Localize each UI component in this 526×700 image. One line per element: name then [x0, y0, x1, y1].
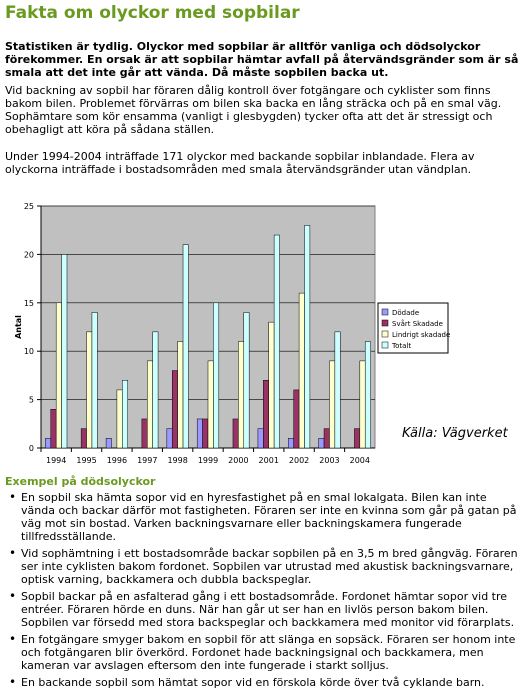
bar: [304, 225, 309, 448]
bar: [56, 303, 61, 448]
legend-swatch: [382, 320, 388, 326]
y-tick-label: 25: [23, 202, 34, 211]
bar: [142, 419, 147, 448]
legend-swatch: [382, 342, 388, 348]
example-item: • Sopbil backar på en asfalterad gång i ett bostadsområde. Fordonet hämtar sopor vid tre entréer. Föraren hörde en duns. När han går ut ser han en livlös person bakom bilen. Sopbilen var försedd med stora backspeglar och backkamera med monitor vid förarplats.: [21, 590, 520, 629]
bar: [294, 390, 299, 448]
x-tick-label: 1995: [76, 456, 97, 465]
bar: [153, 332, 158, 448]
legend-label: Svårt Skadade: [392, 320, 443, 328]
body-paragraph-1: Vid backning av sopbil har föraren dålig kontroll över fotgängare och cyklister som finns bakom bilen. Problemet förvärras om bilen ska backa en lång sträcka och på en smal väg. Sophämtare som kör ensamma (vanligt i glesbygden) tycker ofta att det är stressigt och obehagligt att köra på sådana ställen.: [5, 84, 502, 136]
y-tick-label: 15: [23, 298, 34, 308]
bar: [203, 419, 208, 448]
examples-list: [0, 491, 520, 693]
bar: [329, 361, 334, 448]
body-paragraph-2: Under 1994-2004 inträffade 171 olyckor med backande sopbilar inblandade. Flera av olyckorna inträffade i bostadsområden med smala återvändsgränder utan vändplan.: [5, 150, 475, 176]
bar: [51, 409, 56, 448]
bar: [92, 312, 97, 448]
bar: [87, 332, 92, 448]
x-tick-label: 2000: [228, 456, 249, 465]
bar: [238, 342, 243, 448]
bar: [122, 380, 127, 448]
legend-swatch: [382, 309, 388, 315]
legend-label: Lindrigt skadade: [392, 331, 451, 339]
y-tick-label: 0: [28, 444, 34, 453]
x-tick-label: 2002: [288, 456, 310, 465]
x-tick-label: 2003: [319, 456, 340, 465]
bar: [106, 438, 111, 448]
bar: [360, 361, 365, 448]
bar: [354, 429, 359, 448]
example-item: • En backande sopbil som hämtat sopor vid en förskola körde över två cyklande barn.: [21, 676, 520, 689]
bar: [178, 342, 183, 448]
bar: [258, 429, 263, 448]
bar: [117, 390, 122, 448]
bar: [147, 361, 152, 448]
chart-svg: [10, 195, 515, 467]
page-title: Fakta om olyckor med sopbilar: [5, 3, 300, 23]
bar: [365, 342, 370, 448]
examples-heading: Exempel på dödsolyckor: [5, 475, 156, 488]
bar: [269, 322, 274, 448]
x-tick-label: 1994: [46, 456, 67, 465]
bar: [172, 371, 177, 448]
x-tick-label: 1997: [137, 456, 158, 465]
bar: [167, 429, 172, 448]
bar: [263, 380, 268, 448]
x-tick-label: 1998: [167, 456, 188, 465]
x-tick-label: 2001: [258, 456, 279, 465]
legend-label: Totalt: [392, 342, 412, 350]
x-tick-label: 1999: [197, 456, 219, 465]
lead-paragraph: Statistiken är tydlig. Olyckor med sopbilar är alltför vanliga och dödsolyckor förekommer. En orsak är att sopbilar hämtar avfall på återvändsgränder som är så smala att det inte går att vända. Då måste sopbilen backa ut.: [5, 40, 519, 79]
source-annotation: Källa: Vägverket: [402, 426, 508, 441]
bar: [274, 235, 279, 448]
y-axis-label: Antal: [14, 315, 23, 339]
bar: [81, 429, 86, 448]
x-tick-label: 2004: [349, 456, 370, 465]
example-item: • Vid sophämtning i ett bostadsområde backar sopbilen på en 3,5 m bred gångväg. Föraren ser inte cyklisten bakom fordonet. Sopbilen var utrustad med akustisk backningsvarnare, optisk varning, backkamera och dubbla backspeglar.: [21, 547, 520, 586]
legend-label: Dödade: [392, 309, 420, 317]
bar: [208, 361, 213, 448]
bar: [213, 303, 218, 448]
y-tick-label: 20: [23, 250, 34, 260]
y-tick-label: 10: [23, 347, 34, 357]
bar: [45, 438, 50, 448]
y-tick-label: 5: [28, 395, 34, 405]
bar: [299, 293, 304, 448]
bar: [288, 438, 293, 448]
bar: [62, 254, 67, 448]
bar: [324, 429, 329, 448]
example-item: • En sopbil ska hämta sopor vid en hyresfastighet på en smal lokalgata. Bilen kan inte vända och backar därför mot fastigheten. Föraren ser inte en kvinna som går på gatan på väg mot sin bostad. Varken backningsvarnare eller backningskamera fungerade tillfredsställande.: [21, 491, 520, 543]
example-item: • En fotgängare smyger bakom en sopbil för att slänga en sopsäck. Föraren ser honom inte och fotgängaren blir överkörd. Fordonet hade backningsignal och backkamera, men kameran var avslagen eftersom den inte fungerade i starkt solljus.: [21, 633, 520, 672]
legend-swatch: [382, 331, 388, 337]
bar: [335, 332, 340, 448]
bar: [319, 438, 324, 448]
bar: [183, 245, 188, 448]
bar: [197, 419, 202, 448]
bar: [233, 419, 238, 448]
bar: [244, 312, 249, 448]
accident-chart: [10, 195, 515, 467]
x-tick-label: 1996: [106, 456, 128, 465]
